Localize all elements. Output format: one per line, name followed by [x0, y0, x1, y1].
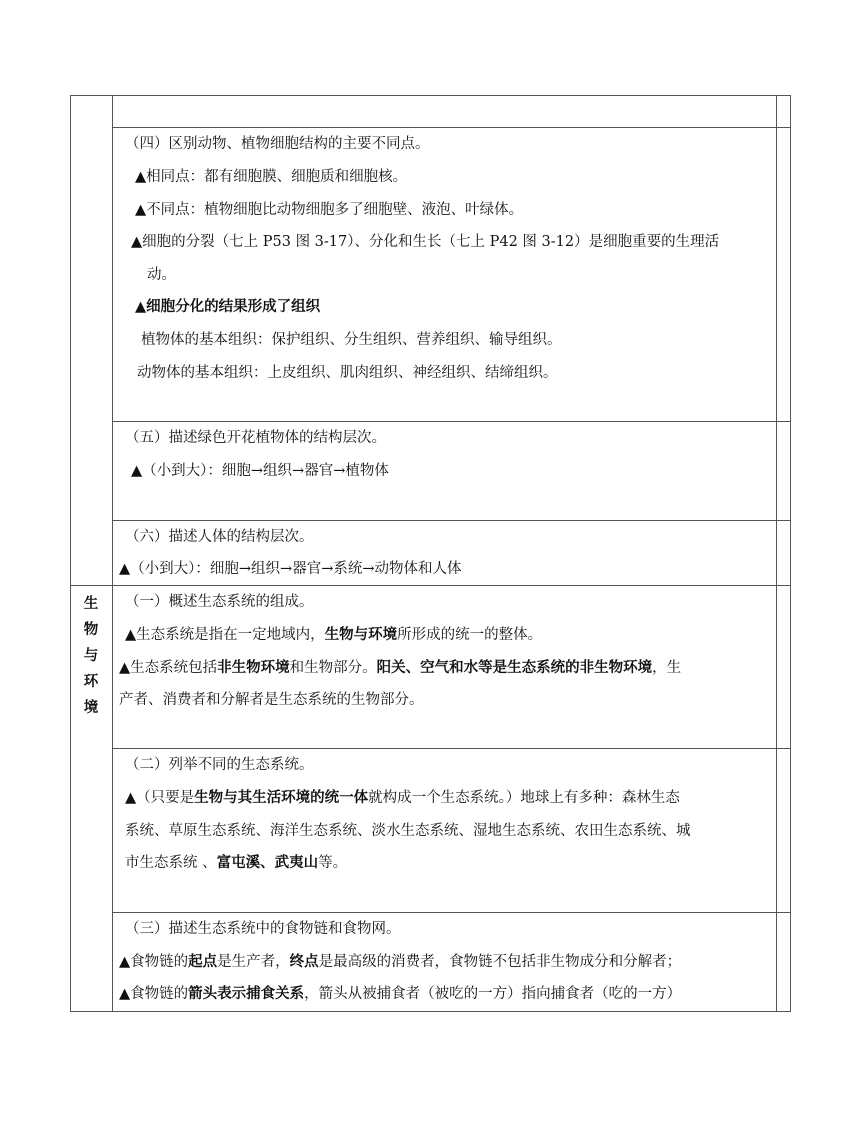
section-cell-differences: [113, 127, 776, 421]
bullet-line: [119, 952, 681, 972]
side-label-char: 境: [83, 699, 99, 716]
text-run: ▲食物链的: [119, 986, 189, 1002]
continued-line: 产者、消费者和分解者是生态系统的生物部分。: [119, 692, 424, 708]
section-heading: （五）描述绿色开花植物体的结构层次。: [125, 430, 386, 446]
side-label-char: 生: [83, 595, 99, 612]
text-run: 就构成一个生态系统。）地球上有多种：森林生态: [368, 790, 680, 806]
section-cell-plant-structure: [113, 421, 776, 520]
text-run: 是生产者，: [217, 954, 290, 970]
bullet-line: [125, 625, 542, 645]
bullet-line: ▲相同点：都有细胞膜、细胞质和细胞核。: [135, 169, 408, 185]
bold-run: 武夷山: [274, 854, 319, 871]
table-border-right: [790, 95, 791, 1012]
bold-run: 、: [260, 854, 275, 871]
table-border-top: [70, 95, 791, 96]
side-label-biology-environment: [70, 594, 112, 724]
bullet-line: [125, 788, 680, 808]
continued-line: [125, 853, 347, 873]
plant-tissues-line: 植物体的基本组织：保护组织、分生组织、营养组织、输导组织。: [141, 332, 562, 348]
bullet-line: ▲细胞的分裂（七上 P53 图 3-17）、分化和生长（七上 P42 图 3-12）是细胞重要的生理活: [131, 234, 720, 250]
bold-run: 终点: [289, 953, 319, 970]
bold-run: 生物与环境: [324, 626, 398, 643]
bullet-line: [119, 658, 681, 678]
animal-tissues-line: 动物体的基本组织：上皮组织、肌肉组织、神经组织、结缔组织。: [137, 365, 558, 381]
section-heading: （二）列举不同的生态系统。: [125, 757, 314, 773]
text-run: 是最高级的消费者，食物链不包括非生物成分和分解者；: [318, 954, 682, 970]
continued-line: 系统、草原生态系统、海洋生态系统、淡水生态系统、湿地生态系统、农田生态系统、城: [125, 823, 691, 839]
side-label-char: 物: [83, 621, 99, 638]
text-run: ，生: [652, 660, 682, 676]
section-cell-ecosystem-composition: [113, 585, 776, 748]
bold-run: 箭头表示捕食关系: [188, 985, 305, 1002]
section-heading: （四）区别动物、植物细胞结构的主要不同点。: [125, 136, 430, 152]
bold-run: 起点: [188, 953, 218, 970]
section-cell-ecosystem-types: [113, 748, 776, 912]
text-run: ，箭头从被捕食者（被吃的一方）指向捕食者（吃的一方）: [304, 986, 682, 1002]
bold-run: 富屯溪: [216, 854, 261, 871]
bullet-line-continued: 动。: [147, 267, 176, 283]
text-run: ▲（只要是: [125, 790, 195, 806]
text-run: ▲生态系统是指在一定地域内，: [125, 627, 325, 643]
section-cell-human-structure: [113, 520, 776, 585]
bold-run: 非生物环境: [217, 659, 290, 676]
bold-run: 阳关、空气和水等是生态系统的非生物环境: [376, 659, 653, 676]
table-border-left: [70, 95, 71, 1012]
text-run: ▲食物链的: [119, 954, 189, 970]
bullet-line: ▲不同点：植物细胞比动物细胞多了细胞壁、液泡、叶绿体。: [135, 202, 524, 218]
side-label-char: 与: [83, 647, 99, 664]
section-heading: （三）描述生态系统中的食物链和食物网。: [125, 921, 401, 937]
section-heading: （六）描述人体的结构层次。: [125, 529, 314, 545]
section-cell-food-chain: [113, 912, 776, 1011]
bullet-line: ▲（小到大）：细胞→组织→器官→植物体: [131, 463, 389, 479]
text-run: 等。: [318, 855, 348, 871]
side-label-char: 环: [83, 673, 99, 690]
bullet-line: ▲（小到大）：细胞→组织→器官→系统→动物体和人体: [119, 561, 462, 577]
text-run: ▲生态系统包括: [119, 660, 218, 676]
bullet-line: [119, 984, 681, 1004]
content-table: [70, 95, 791, 1012]
bullet-line-bold: ▲细胞分化的结果形成了组织: [135, 298, 321, 315]
table-border-bottom: [70, 1011, 791, 1012]
table-divider-right: [776, 95, 777, 1012]
text-run: 市生态系统 、: [125, 855, 217, 871]
section-heading: （一）概述生态系统的组成。: [125, 594, 314, 610]
text-run: 所形成的统一的整体。: [397, 627, 543, 643]
bold-run: 生物与其生活环境的统一体: [194, 789, 369, 806]
text-run: 和生物部分。: [289, 660, 377, 676]
